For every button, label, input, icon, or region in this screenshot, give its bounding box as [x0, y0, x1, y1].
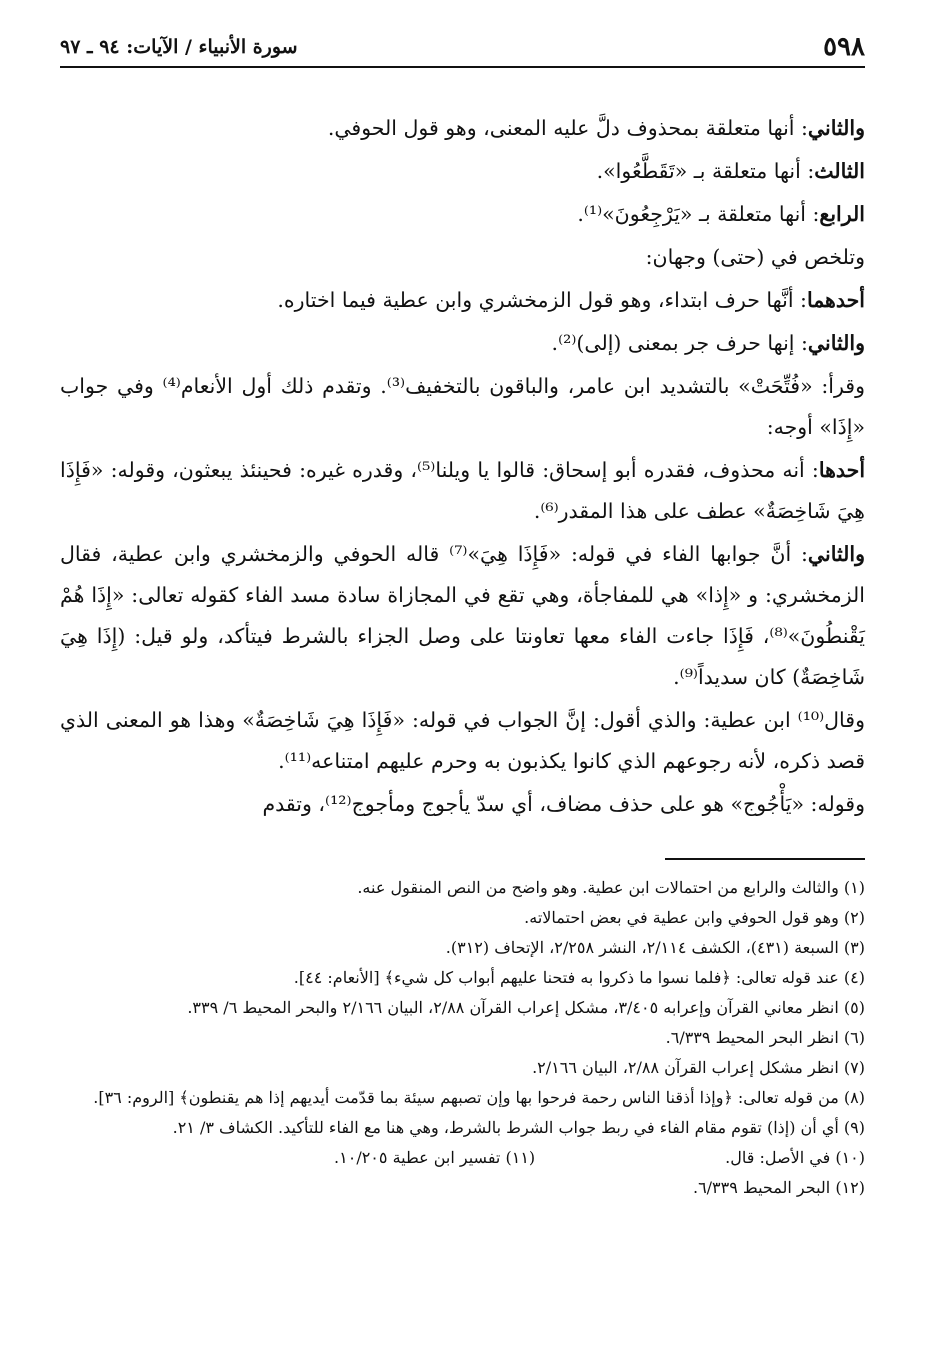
paragraph-text: وتلخص في (حتى) وجهان: — [645, 245, 865, 269]
paragraph — [60, 784, 865, 825]
footnote-number: (١١) — [505, 1148, 536, 1167]
footnote — [60, 934, 865, 961]
paragraph-text: : إنها حرف جر بمعنى (إلى)⁽²⁾. — [551, 331, 808, 355]
paragraph-text: : أنَّها حرف ابتداء، وهو قول الزمخشري وابن عطية فيما اختاره. — [277, 288, 807, 312]
main-text — [60, 108, 865, 827]
paragraph — [60, 237, 865, 278]
footnote-row — [60, 1144, 865, 1174]
paragraph-text: : أنه محذوف، فقدره أبو إسحاق: قالوا يا ويلنا⁽⁵⁾، وقدره غيره: فحينئذ يبعثون، وقوله: «فَإِذَا هِيَ شَاخِصَةٌ» عطف على هذا المقدر⁽⁶⁾. — [60, 458, 865, 523]
footnotes — [60, 874, 865, 1204]
footnote-text: في الأصل: قال. — [725, 1148, 831, 1167]
footnote-divider — [665, 858, 865, 860]
footnote — [60, 874, 865, 901]
footnote — [334, 1144, 535, 1171]
paragraph — [60, 534, 865, 698]
header-divider — [60, 66, 865, 68]
footnote-text: وهو قول الحوفي وابن عطية في بعض احتمالاته. — [524, 908, 839, 927]
footnote-number: (٤) — [843, 968, 865, 987]
footnote-text: السبعة (٤٣١)، الكشف ٢/١١٤، النشر ٢/٢٥٨، الإتحاف (٣١٢). — [445, 938, 839, 957]
footnote — [60, 1054, 865, 1081]
paragraph-text: : أنَّ جوابها الفاء في قوله: «فَإِذَا هِيَ»⁽⁷⁾ قاله الحوفي والزمخشري وابن عطية، فقال الزمخشري: و «إِذا» هي للمفاجأة، وهي تقع في المجازاة سادة مسد الفاء كقوله تعالى: «إِذَا هُمْ يَقْنطُونَ»⁽⁸⁾، فَإِذَا جاءت الفاء معها تعاونتا على وصل الجزاء بالشرط فيتأكد، ولو قيل: (إِذَا هِيَ شَاخِصَةٌ) كان سديداً⁽⁹⁾. — [60, 542, 865, 689]
footnote — [60, 1174, 865, 1201]
paragraph — [60, 366, 865, 448]
footnote-number: (٩) — [843, 1118, 865, 1137]
paragraph-lead: الثالث — [814, 159, 865, 183]
footnote-number: (٨) — [843, 1088, 865, 1107]
footnote-text: عند قوله تعالى: ﴿فلما نسوا ما ذكروا به فتحنا عليهم أبواب كل شيء﴾ [الأنعام: ٤٤]. — [293, 968, 839, 987]
footnote-text: والثالث والرابع من احتمالات ابن عطية. وهو واضح من النص المنقول عنه. — [357, 878, 839, 897]
paragraph-text: : أنها متعلقة بـ «يَرْجِعُونَ»⁽¹⁾. — [577, 202, 820, 226]
paragraph-text: : أنها متعلقة بمحذوف دلَّ عليه المعنى، وهو قول الحوفي. — [327, 116, 808, 140]
paragraph-lead: والثاني — [807, 116, 865, 140]
paragraph-lead: أحدها — [818, 458, 866, 482]
paragraph — [60, 194, 865, 235]
footnote-text: انظر معاني القرآن وإعرابه ٣/٤٠٥، مشكل إعراب القرآن ٢/٨٨، البيان ٢/١٦٦ والبحر المحيط ٦/ ٣٣٩. — [187, 998, 839, 1017]
page-number: ٥٩٨ — [823, 32, 865, 62]
paragraph-text: وقال⁽¹⁰⁾ ابن عطية: والذي أقول: إنَّ الجواب في قوله: «فَإِذَا هِيَ شَاخِصَةٌ» وهذا هو المعنى الذي قصد ذكره، لأنه رجوعهم الذي كانوا يكذبون به وحرم عليهم امتناعه⁽¹¹⁾. — [60, 708, 865, 773]
footnote-number: (١) — [843, 878, 865, 897]
footnote-text: انظر البحر المحيط ٦/٣٣٩. — [665, 1028, 839, 1047]
footnote-number: (٥) — [843, 998, 865, 1017]
paragraph — [60, 450, 865, 532]
footnote — [725, 1144, 865, 1171]
footnote-number: (٣) — [843, 938, 865, 957]
paragraph-text: وقرأ: «فُتِّحَتْ» بالتشديد ابن عامر، والباقون بالتخفيف⁽³⁾. وتقدم ذلك أول الأنعام⁽⁴⁾ وفي جواب «إِذَا» أوجه: — [60, 374, 865, 439]
footnote — [60, 1024, 865, 1051]
footnote-text: تفسير ابن عطية ١٠/٢٠٥. — [334, 1148, 501, 1167]
paragraph — [60, 151, 865, 192]
paragraph — [60, 108, 865, 149]
footnote — [60, 964, 865, 991]
footnote-number: (٧) — [843, 1058, 865, 1077]
paragraph-lead: أحدهما — [806, 288, 865, 312]
footnote-text: من قوله تعالى: ﴿وإذا أذقنا الناس رحمة فرحوا بها وإن تصبهم سيئة بما قدّمت أيديهم إذا هم يقنطون﴾ [الروم: ٣٦]. — [93, 1088, 839, 1107]
footnote-number: (١٠) — [835, 1148, 865, 1167]
paragraph-lead: الرابع — [819, 202, 865, 226]
running-title: سورة الأنبياء / الآيات: ٩٤ ـ ٩٧ — [60, 36, 298, 58]
footnote — [60, 1084, 865, 1111]
footnote-text: أي أن (إذا) تقوم مقام الفاء في ربط جواب الشرط بالشرط، وهي هنا مع الفاء للتأكيد. الكشاف ٣/ ٢١. — [172, 1118, 839, 1137]
footnote-text: انظر مشكل إعراب القرآن ٢/٨٨، البيان ٢/١٦٦. — [532, 1058, 839, 1077]
paragraph-text: : أنها متعلقة بـ «تَقَطَّعُوا». — [596, 159, 815, 183]
paragraph-lead: والثاني — [807, 331, 865, 355]
footnote — [60, 994, 865, 1021]
footnote-number: (٢) — [843, 908, 865, 927]
footnote — [60, 1114, 865, 1141]
page-header — [60, 28, 865, 68]
paragraph-lead: والثاني — [807, 542, 865, 566]
footnote — [60, 904, 865, 931]
footnote-number: (٦) — [843, 1028, 865, 1047]
paragraph — [60, 323, 865, 364]
paragraph-text: وقوله: «يَأْجُوج» هو على حذف مضاف، أي سدّ يأجوج ومأجوج⁽¹²⁾، وتقدم — [262, 792, 865, 816]
footnote-number: (١٢) — [835, 1178, 865, 1197]
footnote-text: البحر المحيط ٦/٣٣٩. — [692, 1178, 831, 1197]
paragraph — [60, 700, 865, 782]
paragraph — [60, 280, 865, 321]
